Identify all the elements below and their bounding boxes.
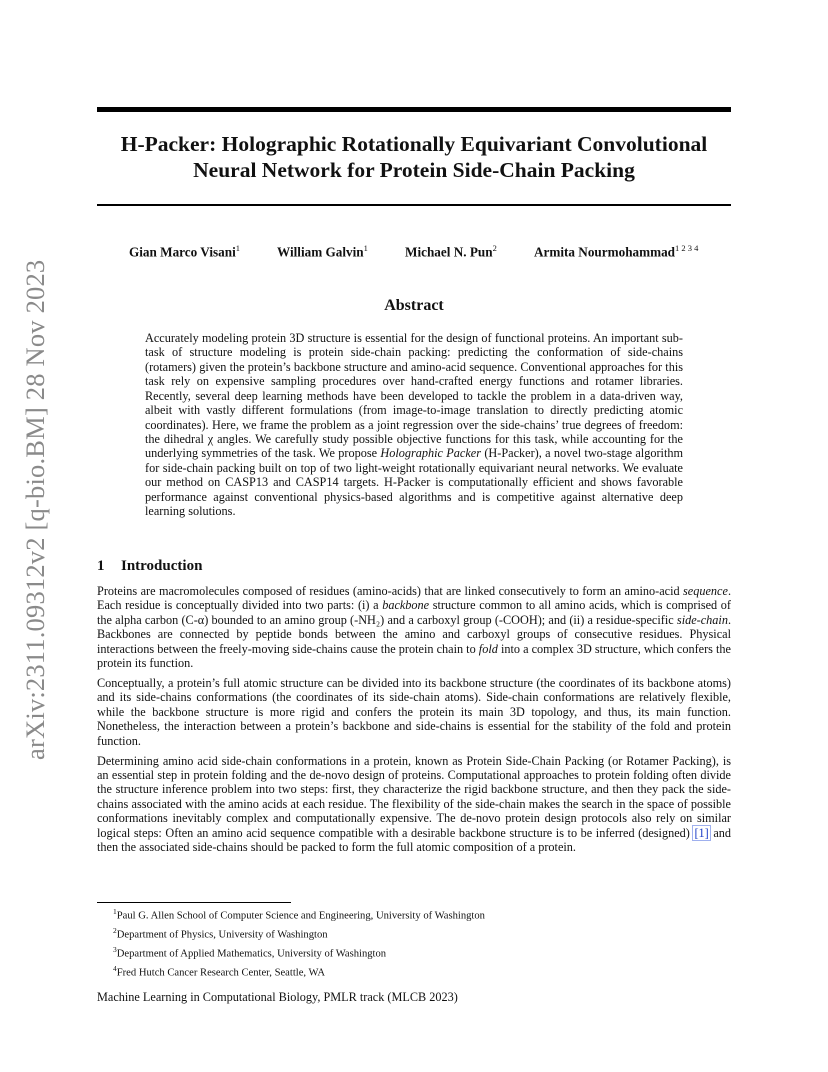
section-title: Introduction bbox=[121, 558, 203, 574]
text-run: Determining amino acid side-chain conformations in a protein, known as Protein Side-Chain Packing (or Rotamer Packing), is an essential step in protein folding and the de-novo design of proteins. Computational approaches to protein folding often divide the structure inference problem into two steps: first, they characterize the rigid backbone structure, and then they pack the side-chains associated with the amino acids at each residue. The flexibility of the side-chain makes the search in the space of possible conformations inevitably complex and computationally expensive. The de-novo protein design protocols also rely on similar logical steps: Often an amino acid sequence compatible with a desirable backbone structure is to be inferred (designed) bbox=[97, 753, 731, 840]
section-heading bbox=[97, 558, 202, 575]
title-line-1: H-Packer: Holographic Rotationally Equivariant Convolutional bbox=[120, 132, 708, 156]
citation-link[interactable]: [1] bbox=[694, 825, 709, 840]
author-affiliation: 2 bbox=[492, 243, 497, 253]
emph-term: side-chain bbox=[676, 612, 728, 627]
paragraph bbox=[97, 754, 731, 855]
abstract-text bbox=[145, 331, 683, 518]
text-run: Proteins are macromolecules composed of residues (amino-acids) that are linked consecutively to form an amino-acid bbox=[97, 584, 680, 598]
author bbox=[534, 243, 698, 260]
abstract-method-name: Holographic Packer bbox=[380, 446, 481, 461]
author-affiliation: 1 2 3 4 bbox=[675, 243, 699, 253]
text-run: into a complex 3D structure, which confers the protein its function. bbox=[97, 641, 731, 671]
author-name: Gian Marco Visani bbox=[129, 244, 236, 260]
section-number: 1 bbox=[97, 558, 105, 574]
abstract-part: Accurately modeling protein 3D structure is essential for the design of functional proteins. An important sub-task of structure modeling is protein side-chain packing: predicting the conformation of side-chains (rotamers) given the protein’s backbone structure and amino-acid sequence. Conventional approaches for this task rely on expensive sampling procedures over hand-crafted energy functions and rotamer libraries. Recently, several deep learning methods have been developed to tackle the problem in a data-driven way, albeit with vastly different formulations (from image-to-image translation to directly predicting atomic coordinates). Here, we frame the problem as a joint regression over the side-chains’ true degrees of freedom: the dihedral χ angles. We carefully study possible objective functions for this task, while accounting for the underlying symmetries of the task. We propose bbox=[145, 331, 683, 461]
title-rule-top bbox=[97, 107, 731, 112]
arxiv-stamp: arXiv:2311.09312v2 [q-bio.BM] 28 Nov 2023 bbox=[20, 259, 50, 760]
emph-term: fold bbox=[478, 641, 498, 656]
text-run: . Backbones are connected by peptide bonds between the amino and carboxyl groups of consecutive residues. Physical interactions between the freely-moving side-chains cause the protein chain to bbox=[97, 612, 732, 656]
footnote bbox=[113, 943, 485, 962]
text-run: . Each residue is conceptually divided into two parts: (i) a bbox=[97, 584, 731, 613]
footnote-text: Paul G. Allen School of Computer Science and Engineering, University of Washington bbox=[116, 910, 485, 922]
text-run: structure common to all amino acids, which is comprised of the alpha carbon (C-α) bounded to an amino group (-NH₂) and a carboxyl group (-COOH); and (ii) a residue-specific bbox=[97, 598, 731, 627]
title-line-2: Neural Network for Protein Side-Chain Packing bbox=[193, 158, 635, 182]
footnote-mark: 4 bbox=[113, 964, 117, 974]
footnote-mark: 3 bbox=[113, 945, 117, 955]
footnote-mark: 1 bbox=[113, 907, 117, 916]
author-name: Michael N. Pun bbox=[405, 244, 493, 260]
author bbox=[277, 243, 368, 260]
emph-term: sequence bbox=[683, 584, 728, 598]
footnote-text: Fred Hutch Cancer Research Center, Seattle, WA bbox=[116, 967, 325, 979]
author bbox=[405, 243, 497, 260]
author-affiliation: 1 bbox=[363, 243, 368, 253]
footnote-mark: 2 bbox=[113, 926, 117, 936]
footnote-rule bbox=[97, 902, 291, 903]
text-run: and then the associated side-chains should be packed to form the full atomic composition of a protein. bbox=[97, 825, 732, 855]
footnote bbox=[113, 962, 485, 981]
paper-title bbox=[97, 131, 731, 183]
emph-term: backbone bbox=[382, 598, 430, 613]
author-name: Armita Nourmohammad bbox=[534, 244, 676, 260]
footnote bbox=[113, 924, 485, 943]
author-name: William Galvin bbox=[277, 244, 364, 260]
author-affiliation: 1 bbox=[235, 243, 240, 253]
footnote-text: Department of Applied Mathematics, University of Washington bbox=[116, 948, 387, 960]
venue-line: Machine Learning in Computational Biology, PMLR track (MLCB 2023) bbox=[97, 990, 458, 1004]
title-rule-bottom bbox=[97, 204, 731, 206]
abstract-heading: Abstract bbox=[384, 297, 444, 314]
author bbox=[129, 243, 240, 260]
footnotes bbox=[113, 905, 485, 981]
footnote-text: Department of Physics, University of Washington bbox=[116, 929, 328, 941]
abstract-part: (H-Packer), a novel two-stage algorithm for side-chain packing built on top of two light-weight rotationally equivariant neural networks. We evaluate our method on CASP13 and CASP14 targets. H-Packer is computationally efficient and shows favorable performance against conventional physics-based algorithms and is competitive against alternative deep learning solutions. bbox=[145, 446, 684, 519]
paragraph bbox=[97, 584, 731, 671]
paragraph: Conceptually, a protein’s full atomic structure can be divided into its backbone structure (the coordinates of its backbone atoms) and its side-chains conformations (the coordinates of its side-chain atoms). Side-chain conformations are relatively flexible, while the backbone structure is more rigid and confers the protein its main 3D topology, and thus, its main function. Nonetheless, the interaction between a protein’s backbone and side-chains is essential for the stability of the fold and protein function. bbox=[97, 676, 731, 748]
footnote bbox=[113, 905, 485, 924]
body-text bbox=[97, 584, 731, 860]
